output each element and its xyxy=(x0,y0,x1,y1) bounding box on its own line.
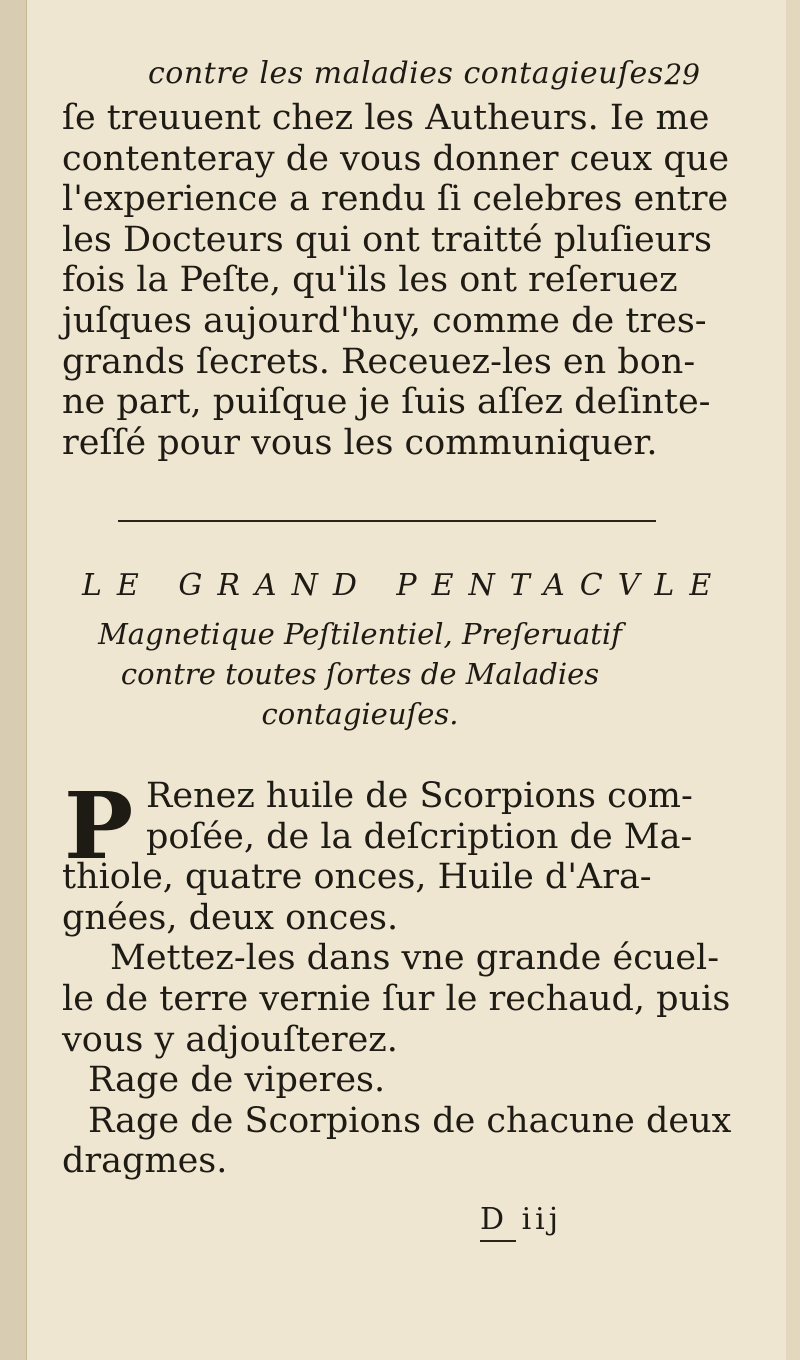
text-line: grands ſecrets. Receuez-les en bon- xyxy=(62,341,696,382)
drop-cap: P xyxy=(64,772,134,880)
section-divider xyxy=(118,520,656,522)
text-line: le de terre vernie ſur le rechaud, puis xyxy=(62,978,731,1019)
signature-mark xyxy=(480,1202,562,1237)
page-number: 29 xyxy=(664,58,700,91)
signature-underline xyxy=(480,1240,516,1242)
text-line: fois la Peſte, qu'ils les ont reſeruez xyxy=(62,260,678,301)
text-line: gnées, deux onces. xyxy=(62,897,399,938)
section-subtitle xyxy=(60,614,660,734)
subtitle-line: contre toutes ſortes de Maladies xyxy=(120,657,600,691)
recipe-text xyxy=(62,772,732,1182)
text-line: dragmes. xyxy=(62,1141,228,1182)
text-line: Mettez-les dans vne grande écuel- xyxy=(110,938,720,979)
text-line: Rage de Scorpions de chacune deux xyxy=(88,1100,732,1141)
running-title: contre les maladies contagieuſes. xyxy=(148,56,674,91)
subtitle-line: contagieuſes. xyxy=(261,697,459,731)
text-line: Rage de viperes. xyxy=(88,1060,386,1101)
signature-text: D iij xyxy=(480,1202,563,1237)
text-line: les Docteurs qui ont traitté pluſieurs xyxy=(62,219,712,260)
section-title: LE GRAND PENTACVLE xyxy=(82,568,727,603)
text-line: Renez huile de Scorpions com- xyxy=(146,776,693,816)
text-line: thiole, quatre onces, Huile d'Ara- xyxy=(62,857,652,898)
subtitle-line: Magnetique Peſtilentiel, Preſeruatif xyxy=(98,617,622,651)
intro-paragraph xyxy=(62,98,730,463)
text-line: juſques aujourd'huy, comme de tres- xyxy=(62,300,707,341)
text-line: poſée, de la deſcription de Ma- xyxy=(146,816,693,857)
page-gutter xyxy=(0,0,27,1360)
text-line: reſſé pour vous les communiquer. xyxy=(62,422,658,463)
text-line: vous y adjouſterez. xyxy=(62,1019,398,1060)
text-line: ne part, puiſque je ſuis aſſez deſinte- xyxy=(62,382,711,423)
page-edge xyxy=(786,0,800,1360)
page-header xyxy=(60,50,720,100)
text-line: l'experience a rendu ſi celebres entre xyxy=(62,179,729,220)
text-line: ſe treuuent chez les Autheurs. Ie me xyxy=(62,98,710,138)
text-line: contenteray de vous donner ceux que xyxy=(62,138,730,179)
